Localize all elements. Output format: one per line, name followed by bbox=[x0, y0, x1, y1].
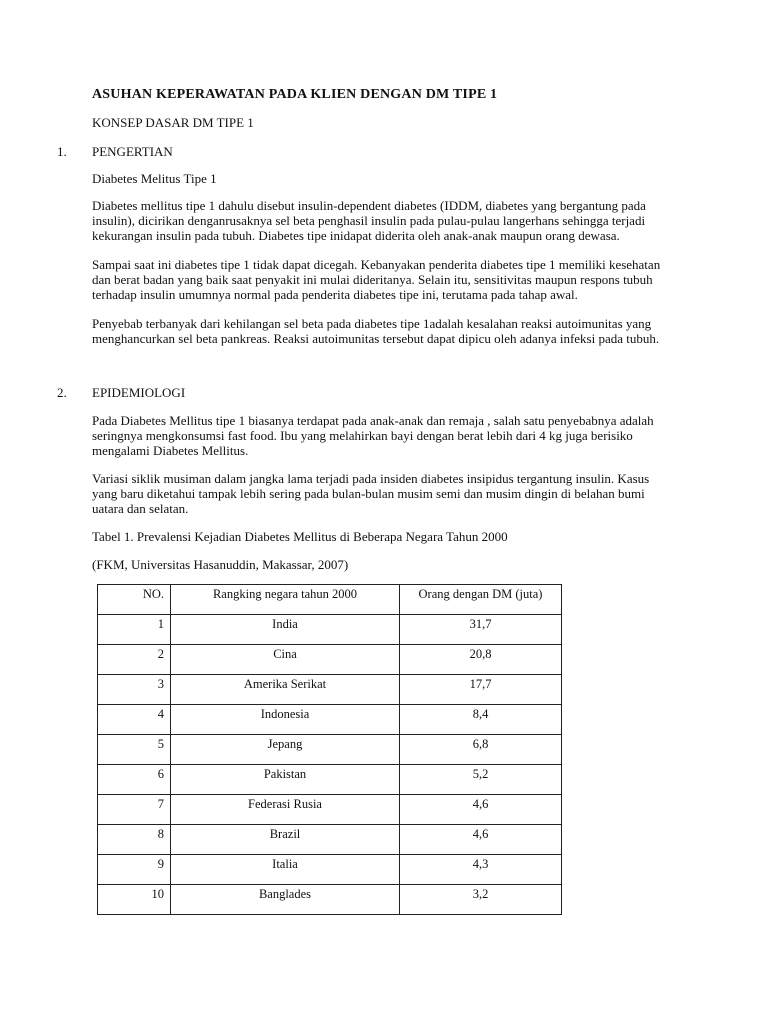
table-row bbox=[98, 705, 562, 735]
cell-country: Cina bbox=[171, 645, 400, 675]
cell-value: 17,7 bbox=[400, 675, 562, 705]
cell-country: Amerika Serikat bbox=[171, 675, 400, 705]
paragraph-line: Variasi siklik musiman dalam jangka lama terjadi pada insiden diabetes insipidus tergantung insulin. Kasus bbox=[92, 471, 650, 486]
paragraph-line: Diabetes mellitus tipe 1 dahulu disebut insulin-dependent diabetes (IDDM, diabetes yang bergantung pada bbox=[92, 198, 646, 213]
table-row bbox=[98, 885, 562, 915]
section-heading: PENGERTIAN bbox=[92, 144, 173, 159]
paragraph bbox=[92, 413, 712, 458]
cell-country: India bbox=[171, 615, 400, 645]
paragraph-line: mengalami Diabetes Mellitus. bbox=[92, 443, 249, 458]
paragraph-line: Sampai saat ini diabetes tipe 1 tidak dapat dicegah. Kebanyakan penderita diabetes tipe 1 memiliki kesehatan bbox=[92, 257, 661, 272]
document-subtitle: KONSEP DASAR DM TIPE 1 bbox=[92, 115, 254, 130]
cell-value: 4,3 bbox=[400, 855, 562, 885]
cell-no: 8 bbox=[98, 825, 171, 855]
cell-country: Italia bbox=[171, 855, 400, 885]
cell-value: 4,6 bbox=[400, 795, 562, 825]
cell-no: 1 bbox=[98, 615, 171, 645]
paragraph-line: yang baru diketahui tampak lebih sering pada bulan-bulan musim semi dan musim dingin di belahan bumi bbox=[92, 486, 645, 501]
paragraph bbox=[92, 257, 712, 302]
table-row bbox=[98, 855, 562, 885]
paragraph bbox=[92, 198, 712, 243]
cell-country: Federasi Rusia bbox=[171, 795, 400, 825]
cell-value: 6,8 bbox=[400, 735, 562, 765]
paragraph bbox=[92, 471, 712, 516]
cell-country: Brazil bbox=[171, 825, 400, 855]
table-caption: Tabel 1. Prevalensi Kejadian Diabetes Mellitus di Beberapa Negara Tahun 2000 bbox=[92, 529, 508, 544]
table-source: (FKM, Universitas Hasanuddin, Makassar, 2007) bbox=[92, 557, 349, 572]
table-row bbox=[98, 765, 562, 795]
prevalence-table bbox=[97, 584, 562, 915]
paragraph-line: menghancurkan sel beta pankreas. Reaksi autoimunitas tersebut dapat dipicu oleh adanya infeksi pada tubuh. bbox=[92, 331, 660, 346]
column-header-people: Orang dengan DM (juta) bbox=[400, 585, 562, 615]
cell-no: 7 bbox=[98, 795, 171, 825]
paragraph-line: terhadap insulin umumnya normal pada penderita diabetes tipe ini, terutama pada tahap awal. bbox=[92, 287, 578, 302]
cell-value: 20,8 bbox=[400, 645, 562, 675]
cell-no: 3 bbox=[98, 675, 171, 705]
cell-no: 10 bbox=[98, 885, 171, 915]
cell-value: 31,7 bbox=[400, 615, 562, 645]
cell-value: 3,2 bbox=[400, 885, 562, 915]
cell-country: Pakistan bbox=[171, 765, 400, 795]
cell-no: 9 bbox=[98, 855, 171, 885]
cell-no: 5 bbox=[98, 735, 171, 765]
table-row bbox=[98, 825, 562, 855]
table-row bbox=[98, 615, 562, 645]
section-heading: EPIDEMIOLOGI bbox=[92, 385, 186, 400]
paragraph-line: seringnya mengkonsumsi fast food. Ibu yang melahirkan bayi dengan berat lebih dari 4 kg juga berisiko bbox=[92, 428, 633, 443]
column-header-no: NO. bbox=[98, 585, 171, 615]
table-row bbox=[98, 675, 562, 705]
paragraph-line: insulin), dicirikan denganrusaknya sel beta penghasil insulin pada pulau-pulau langerhans sehingga terjadi bbox=[92, 213, 646, 228]
cell-country: Jepang bbox=[171, 735, 400, 765]
table-header-row bbox=[98, 585, 562, 615]
table-row bbox=[98, 795, 562, 825]
cell-value: 8,4 bbox=[400, 705, 562, 735]
cell-country: Indonesia bbox=[171, 705, 400, 735]
cell-value: 5,2 bbox=[400, 765, 562, 795]
section-number: 2. bbox=[57, 385, 67, 400]
document-title: ASUHAN KEPERAWATAN PADA KLIEN DENGAN DM TIPE 1 bbox=[92, 87, 498, 102]
cell-country: Banglades bbox=[171, 885, 400, 915]
paragraph-line: Pada Diabetes Mellitus tipe 1 biasanya terdapat pada anak-anak dan remaja , salah satu penyebabnya adalah bbox=[92, 413, 654, 428]
section-subheading: Diabetes Melitus Tipe 1 bbox=[92, 171, 217, 186]
table-row bbox=[98, 735, 562, 765]
cell-no: 4 bbox=[98, 705, 171, 735]
table-row bbox=[98, 645, 562, 675]
cell-no: 6 bbox=[98, 765, 171, 795]
paragraph-line: dan berat badan yang baik saat penyakit ini mulai dideritanya. Selain itu, sensitivitas maupun respons tubuh bbox=[92, 272, 653, 287]
paragraph bbox=[92, 316, 712, 346]
cell-value: 4,6 bbox=[400, 825, 562, 855]
section-number: 1. bbox=[57, 144, 67, 159]
paragraph-line: Penyebab terbanyak dari kehilangan sel beta pada diabetes tipe 1adalah kesalahan reaksi autoimunitas yang bbox=[92, 316, 652, 331]
column-header-country: Rangking negara tahun 2000 bbox=[171, 585, 400, 615]
paragraph-line: kekurangan insulin pada tubuh. Diabetes tipe inidapat diderita oleh anak-anak maupun orang dewasa. bbox=[92, 228, 620, 243]
cell-no: 2 bbox=[98, 645, 171, 675]
paragraph-line: uatara dan selatan. bbox=[92, 501, 189, 516]
